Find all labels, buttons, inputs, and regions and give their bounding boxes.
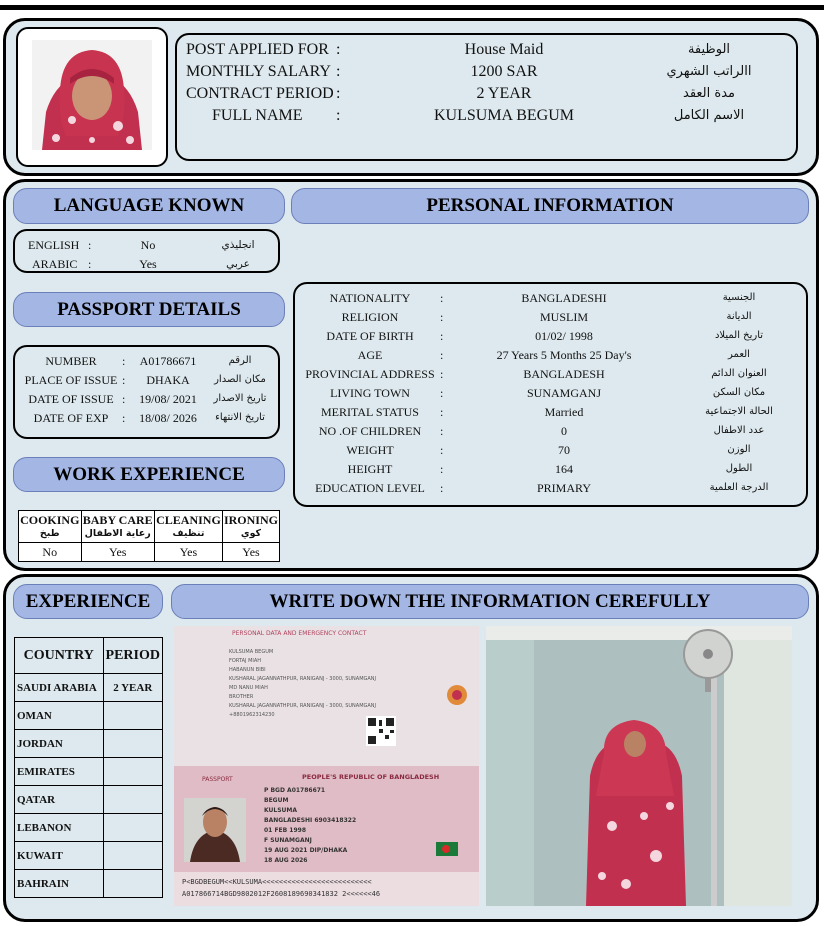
personal-label: LIVING TOWN	[330, 386, 410, 400]
personal-label: WEIGHT	[346, 443, 394, 457]
bio-line: BANGLADESHI 6903418322	[264, 817, 357, 824]
country-header: COUNTRY	[15, 638, 104, 674]
work-column-value: Yes	[154, 543, 222, 562]
passport-colon: :	[122, 392, 126, 406]
profile-photo-frame	[16, 27, 168, 167]
work-column-en: CLEANING	[156, 512, 221, 527]
header-colon: :	[336, 107, 341, 124]
header-row	[184, 63, 784, 85]
personal-arabic: الطول	[725, 463, 753, 474]
mrz-line-2: A017866714BGD9802012F2608189690341832 2<<<<<<46	[182, 890, 381, 898]
full-body-photo	[486, 626, 792, 906]
experience-row	[15, 730, 163, 758]
personal-colon: :	[440, 329, 444, 343]
bio-line: BEGUM	[264, 797, 289, 804]
header-value: 1200 SAR	[470, 63, 538, 80]
emergency-line: MD NANU MIAH	[229, 685, 268, 691]
personal-arabic: العمر	[728, 349, 750, 360]
personal-value: 70	[558, 443, 570, 457]
passport-emblem-icon	[446, 684, 468, 706]
personal-arabic: الجنسية	[722, 292, 756, 303]
bangladesh-flag-icon	[436, 842, 458, 856]
language-row	[18, 238, 276, 256]
personal-colon: :	[440, 443, 444, 457]
emergency-line: BROTHER	[229, 694, 254, 700]
passport-arabic: الرقم	[228, 355, 252, 366]
emergency-line: HABANUN BIBI	[229, 667, 266, 673]
experience-row	[15, 702, 163, 730]
personal-row	[296, 310, 804, 328]
experience-period	[103, 786, 162, 814]
emergency-line: KUSHARAL JAGANNATHPUR, RANIGANJ - 3000, SUNAMGANJ	[229, 703, 377, 709]
header-value: 2 YEAR	[476, 85, 532, 102]
personal-value: PRIMARY	[536, 481, 592, 495]
personal-label: DATE OF BIRTH	[326, 329, 414, 343]
personal-label: NO .OF CHILDREN	[318, 424, 422, 438]
language-label: ENGLISH	[28, 238, 80, 252]
period-header: PERIOD	[103, 638, 162, 674]
experience-row	[15, 842, 163, 870]
passport-row	[16, 354, 278, 372]
personal-colon: :	[440, 386, 444, 400]
personal-colon: :	[440, 310, 444, 324]
personal-value: BANGLADESHI	[521, 291, 607, 305]
bio-line: F SUNAMGANJ	[264, 837, 312, 844]
bio-line: KULSUMA	[264, 807, 298, 814]
header-label: POST APPLIED FOR	[186, 41, 329, 58]
personal-arabic: الحالة الاجتماعية	[705, 406, 773, 417]
experience-row	[15, 674, 163, 702]
experience-country: EMIRATES	[15, 758, 104, 786]
passport-colon: :	[122, 354, 126, 368]
personal-arabic: العنوان الدائم	[711, 368, 767, 379]
passport-label: DATE OF ISSUE	[28, 392, 114, 406]
passport-value: 19/08/ 2021	[139, 392, 197, 406]
qr-code	[366, 716, 396, 746]
bio-line: 01 FEB 1998	[264, 827, 306, 834]
experience-country: SAUDI ARABIA	[15, 674, 104, 702]
bio-line: 19 AUG 2021 DIP/DHAKA	[264, 847, 348, 854]
language-known-heading: LANGUAGE KNOWN	[13, 188, 285, 224]
experience-period	[103, 758, 162, 786]
work-column-en: IRONING	[223, 512, 278, 527]
work-column-value: No	[19, 543, 82, 562]
personal-label: NATIONALITY	[329, 291, 411, 305]
personal-row	[296, 405, 804, 423]
language-label: ARABIC	[32, 257, 78, 271]
header-row	[184, 41, 784, 63]
passport-arabic: مكان الصدار	[214, 374, 266, 385]
experience-country: BAHRAIN	[15, 870, 104, 898]
header-arabic: الوظيفة	[687, 42, 731, 57]
profile-photo	[32, 40, 152, 150]
personal-value: Married	[544, 405, 584, 419]
work-column-en: COOKING	[20, 512, 80, 527]
passport-arabic: تاريخ الاصدار	[213, 393, 267, 404]
personal-row	[296, 348, 804, 366]
passport-value: 18/08/ 2026	[139, 411, 197, 425]
experience-period	[103, 814, 162, 842]
personal-arabic: الوزن	[727, 444, 751, 455]
work-column-value: Yes	[222, 543, 279, 562]
experience-country: OMAN	[15, 702, 104, 730]
work-column-value: Yes	[81, 543, 154, 562]
passport-value: A01786671	[139, 354, 197, 368]
personal-value: 164	[555, 462, 573, 476]
personal-arabic: تاريخ الميلاد	[714, 330, 764, 341]
work-column-ar: رعاية الاطفال	[84, 527, 151, 539]
personal-value: 0	[561, 424, 567, 438]
personal-label: MERITAL STATUS	[321, 405, 419, 419]
personal-colon: :	[440, 291, 444, 305]
passport-label: DATE OF EXP	[33, 411, 109, 425]
personal-row	[296, 481, 804, 499]
mrz-line-1: P<BGDBEGUM<<KULSUMA<<<<<<<<<<<<<<<<<<<<<<<<<<	[182, 878, 372, 886]
personal-value: BANGLADESH	[523, 367, 605, 381]
personal-label: EDUCATION LEVEL	[315, 481, 425, 495]
personal-row	[296, 424, 804, 442]
personal-value: SUNAMGANJ	[526, 386, 601, 400]
passport-word: PASSPORT	[202, 776, 233, 783]
passport-colon: :	[122, 373, 126, 387]
top-rule	[0, 5, 824, 10]
personal-value: 27 Years 5 Months 25 Day's	[496, 348, 632, 362]
header-value: House Maid	[464, 41, 544, 58]
header-label: MONTHLY SALARY	[186, 63, 331, 80]
language-arabic: عربي	[226, 258, 250, 270]
work-column-header	[154, 511, 222, 543]
header-row	[184, 85, 784, 107]
passport-portrait	[184, 798, 246, 862]
bio-line: P BGD A01786671	[264, 787, 326, 794]
experience-table	[14, 637, 163, 898]
language-value: No	[140, 238, 156, 252]
experience-period	[103, 870, 162, 898]
emergency-line: FORTAJ MIAH	[229, 658, 262, 664]
work-column-header	[81, 511, 154, 543]
personal-arabic: مكان السكن	[712, 387, 766, 398]
experience-country: JORDAN	[15, 730, 104, 758]
language-value: Yes	[139, 257, 157, 271]
work-column-header	[19, 511, 82, 543]
personal-arabic: الدرجة العلمية	[709, 482, 769, 493]
personal-colon: :	[440, 462, 444, 476]
bio-line: 18 AUG 2026	[264, 857, 308, 864]
experience-period: 2 YEAR	[103, 674, 162, 702]
personal-value: 01/02/ 1998	[535, 329, 593, 343]
personal-label: PROVINCIAL ADDRESS	[305, 367, 435, 381]
header-colon: :	[336, 63, 341, 80]
passport-details-heading: PASSPORT DETAILS	[13, 292, 285, 327]
country-banner: PEOPLE'S REPUBLIC OF BANGLADESH	[302, 773, 440, 781]
experience-period	[103, 730, 162, 758]
emergency-line: +8801962314230	[229, 712, 275, 718]
header-label: CONTRACT PERIOD	[186, 85, 334, 102]
passport-label: PLACE OF ISSUE	[24, 373, 118, 387]
passport-colon: :	[122, 411, 126, 425]
passport-row	[16, 411, 278, 429]
passport-arabic: تاريخ الانتهاء	[215, 412, 265, 423]
experience-period	[103, 842, 162, 870]
experience-heading: EXPERIENCE	[13, 584, 163, 619]
experience-country: LEBANON	[15, 814, 104, 842]
personal-colon: :	[440, 348, 444, 362]
header-label: FULL NAME	[212, 107, 303, 124]
header-colon: :	[336, 41, 341, 58]
personal-colon: :	[440, 481, 444, 495]
write-information-heading: WRITE DOWN THE INFORMATION CEREFULLY	[171, 584, 809, 619]
emergency-line: KUSHARAL JAGANNATHPUR, RANIGANJ - 3000, SUNAMGANJ	[229, 676, 377, 682]
work-column-en: BABY CARE	[82, 512, 153, 527]
experience-row	[15, 758, 163, 786]
personal-colon: :	[440, 424, 444, 438]
personal-row	[296, 291, 804, 309]
personal-row	[296, 329, 804, 347]
work-column-ar: طبخ	[39, 527, 60, 539]
work-column-ar: كوي	[240, 527, 262, 539]
passport-row	[16, 392, 278, 410]
personal-colon: :	[440, 405, 444, 419]
language-colon: :	[88, 238, 92, 252]
personal-row	[296, 386, 804, 404]
emergency-line: KULSUMA BEGUM	[229, 649, 274, 655]
experience-country: QATAR	[15, 786, 104, 814]
passport-scan-image	[174, 626, 479, 906]
personal-row	[296, 462, 804, 480]
passport-row	[16, 373, 278, 391]
passport-label: NUMBER	[45, 354, 97, 368]
passport-value: DHAKA	[146, 373, 190, 387]
header-arabic: االراتب الشهري	[666, 64, 752, 79]
personal-information-heading: PERSONAL INFORMATION	[291, 188, 809, 224]
experience-country: KUWAIT	[15, 842, 104, 870]
experience-period	[103, 702, 162, 730]
emergency-contact-header: PERSONAL DATA AND EMERGENCY CONTACT	[232, 630, 367, 637]
language-arabic: انجليذي	[221, 239, 255, 251]
personal-arabic: الديانة	[726, 311, 752, 322]
personal-label: HEIGHT	[347, 462, 393, 476]
language-colon: :	[88, 257, 92, 271]
work-column-header	[222, 511, 279, 543]
experience-row	[15, 870, 163, 898]
header-row	[184, 107, 784, 129]
language-row	[18, 257, 276, 275]
personal-label: RELIGION	[341, 310, 399, 324]
header-arabic: مدة العقد	[683, 86, 735, 101]
personal-label: AGE	[357, 348, 383, 362]
work-experience-heading: WORK EXPERIENCE	[13, 457, 285, 492]
personal-colon: :	[440, 367, 444, 381]
personal-row	[296, 367, 804, 385]
header-colon: :	[336, 85, 341, 102]
header-arabic: الاسم الكامل	[673, 108, 745, 123]
experience-row	[15, 814, 163, 842]
personal-arabic: عدد الاطفال	[713, 425, 765, 436]
header-value: KULSUMA BEGUM	[433, 107, 574, 124]
work-column-ar: تنظيف	[172, 527, 205, 539]
experience-row	[15, 786, 163, 814]
personal-value: MUSLIM	[539, 310, 588, 324]
work-experience-table	[18, 510, 280, 562]
personal-row	[296, 443, 804, 461]
